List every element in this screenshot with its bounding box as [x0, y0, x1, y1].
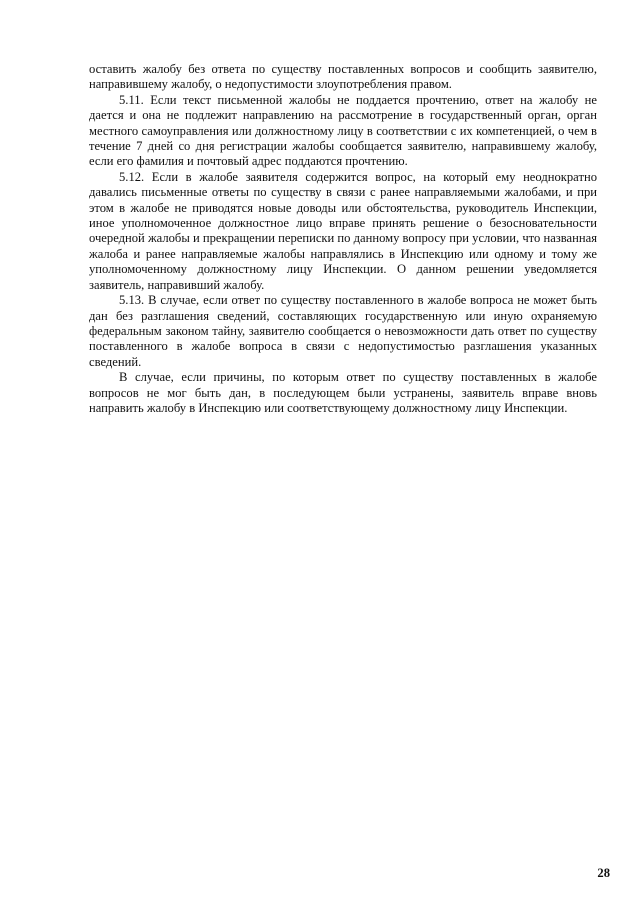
page-number: 28	[597, 866, 610, 880]
paragraph-continuation: оставить жалобу без ответа по существу поставленных вопросов и сообщить заявителю, направившему жалобу, о недопустимости злоупотребления правом.	[89, 62, 597, 92]
paragraph-5-12: 5.12. Если в жалобе заявителя содержится вопрос, на который ему неоднократно давались письменные ответы по существу в связи с ранее направляемыми жалобами, и при этом в жалобе не приводятся новые доводы или обстоятельства, руководитель Инспекции, иное уполномоченное должностное лицо вправе принять решение о безосновательности очередной жалобы и прекращении переписки по данному вопросу при условии, что названная жалоба и ранее направляемые жалобы направлялись в Инспекцию или одному и тому же уполномоченному должностному лицу Инспекции. О данном решении уведомляется заявитель, направивший жалобу.	[89, 169, 597, 292]
paragraph-5-11: 5.11. Если текст письменной жалобы не поддается прочтению, ответ на жалобу не дается и она не подлежит направлению на рассмотрение в государственный орган, орган местного самоуправления или должностному лицу в соответствии с их компетенцией, о чем в течение 7 дней со дня регистрации жалобы сообщается заявителю, направившему жалобу, если его фамилия и почтовый адрес поддаются прочтению.	[89, 92, 597, 169]
document-body	[89, 62, 597, 416]
paragraph-final: В случае, если причины, по которым ответ по существу поставленных в жалобе вопросов не мог быть дан, в последующем были устранены, заявитель вправе вновь направить жалобу в Инспекцию или соответствующему должностному лицу Инспекции.	[89, 370, 597, 415]
paragraph-5-13: 5.13. В случае, если ответ по существу поставленного в жалобе вопроса не может быть дан без разглашения сведений, составляющих государственную или иную охраняемую федеральным законом тайну, заявителю сообщается о невозможности дать ответ по существу поставленного в жалобе вопроса в связи с недопустимостью разглашения указанных сведений.	[89, 293, 597, 369]
